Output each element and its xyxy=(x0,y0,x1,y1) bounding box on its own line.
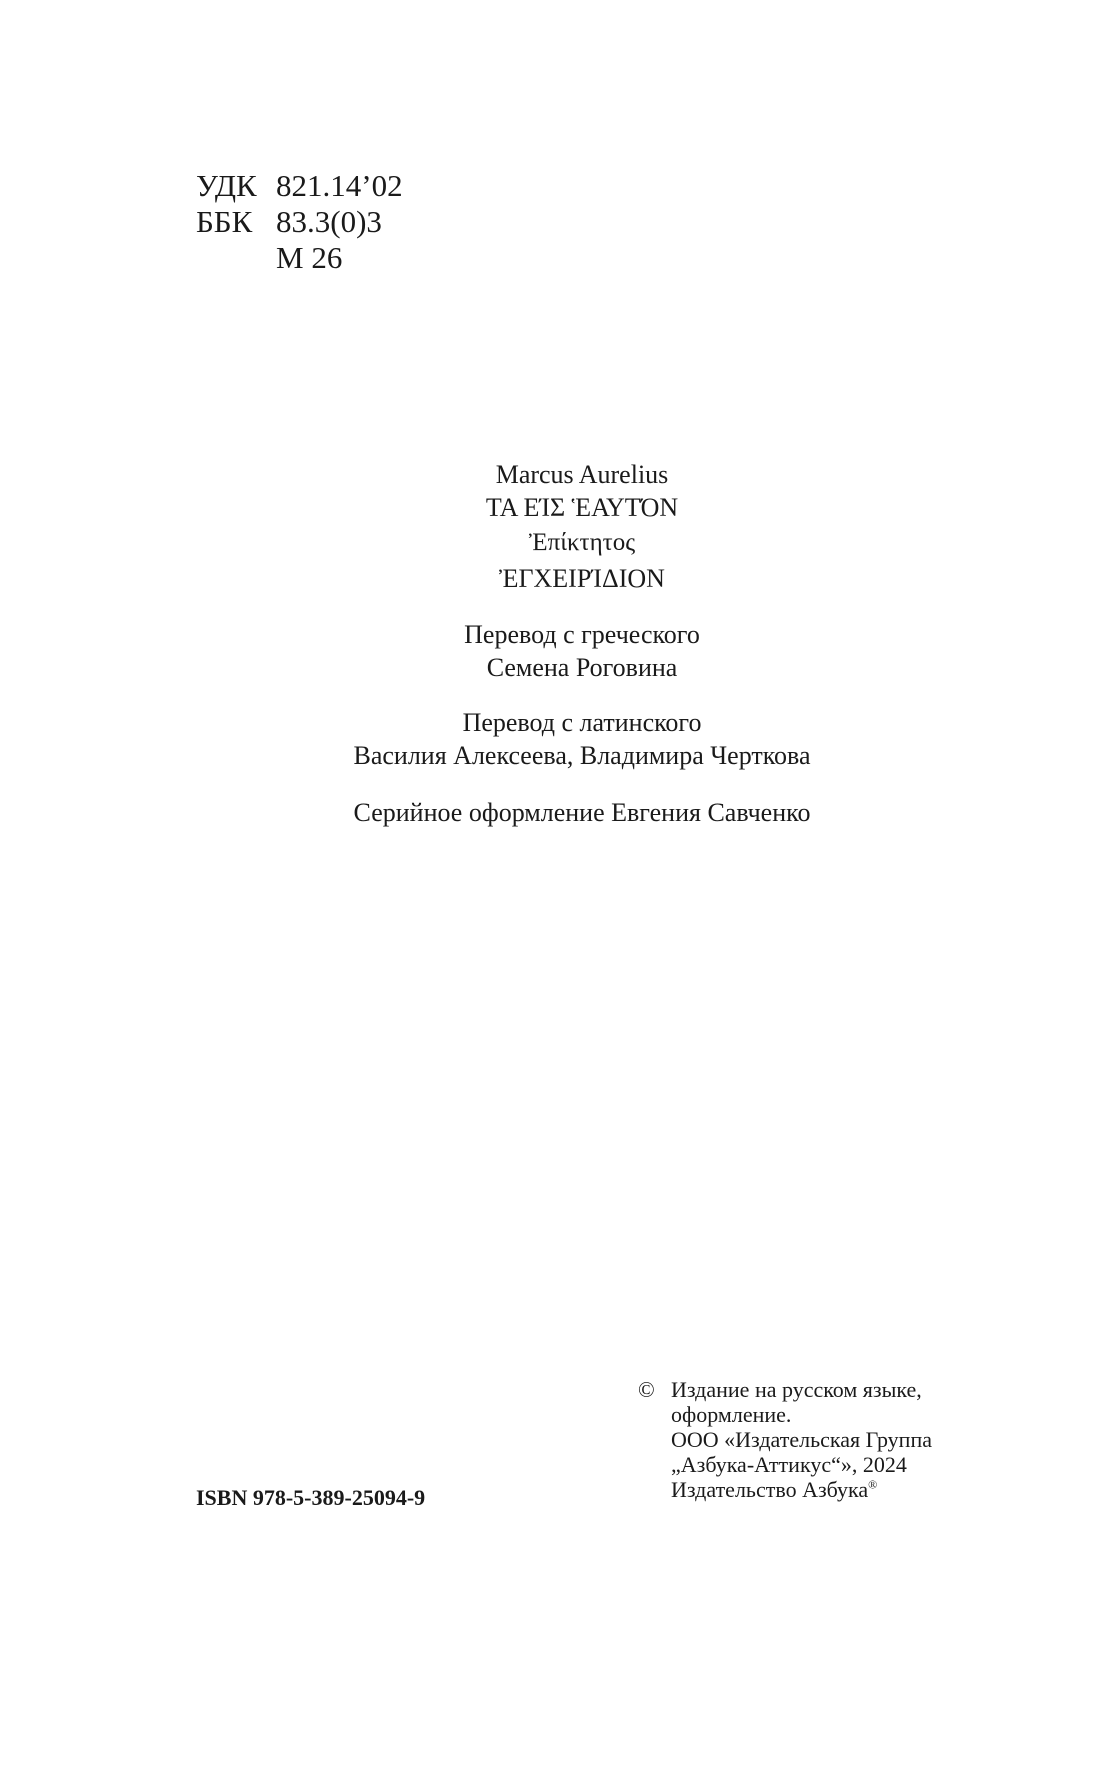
isbn: ISBN 978-5-389-25094-9 xyxy=(196,1485,426,1510)
author-marcus-aurelius: Marcus Aurelius xyxy=(495,460,669,489)
registered-mark-icon: ® xyxy=(868,1477,878,1492)
greek-translation-label: Перевод с греческого xyxy=(464,620,700,649)
udk-label: УДК xyxy=(196,168,257,203)
latin-translation-credit xyxy=(0,706,1100,772)
author-epictetus: Ἐπίκτητος xyxy=(528,529,636,556)
series-design-credit xyxy=(0,796,1100,829)
work-title-meditations: ΤΑ ΕΊΣ ἙΑΥΤΌΝ xyxy=(485,493,679,522)
copyright-line-3: ООО «Издательская Группа xyxy=(671,1427,932,1452)
copyright-line-5 xyxy=(671,1477,932,1502)
copyright-line-2: оформление. xyxy=(671,1402,792,1427)
copyright-lines xyxy=(671,1377,932,1502)
greek-translator-name: Семена Роговина xyxy=(486,653,678,682)
latin-translator-names: Василия Алексеева, Владимира Черткова xyxy=(353,741,811,770)
bbk-row xyxy=(196,204,403,240)
bbk-label: ББК xyxy=(196,204,253,239)
title-block xyxy=(0,459,1100,829)
series-design-text: Серийное оформление Евгения Савченко xyxy=(353,798,811,827)
udk-value: 821.14’02 xyxy=(276,168,403,203)
publisher-name: Издательство Азбука xyxy=(671,1477,869,1502)
bbk-value: 83.3(0)3 xyxy=(276,204,382,239)
work-title-enchiridion: ἘΓΧΕΙΡΊΔΙΟΝ xyxy=(499,564,665,593)
copyright-notice xyxy=(638,1377,932,1502)
latin-translation-label: Перевод с латинского xyxy=(462,708,702,737)
greek-translation-credit xyxy=(0,618,1100,684)
classification-codes xyxy=(196,168,403,276)
copyright-icon: © xyxy=(638,1377,655,1402)
udk-row xyxy=(196,168,403,204)
author-mark-row xyxy=(196,240,403,276)
copyright-line-1: Издание на русском языке, xyxy=(671,1377,922,1402)
author-mark: М 26 xyxy=(276,240,343,275)
copyright-line-4: „Азбука-Аттикус“», 2024 xyxy=(671,1452,907,1477)
